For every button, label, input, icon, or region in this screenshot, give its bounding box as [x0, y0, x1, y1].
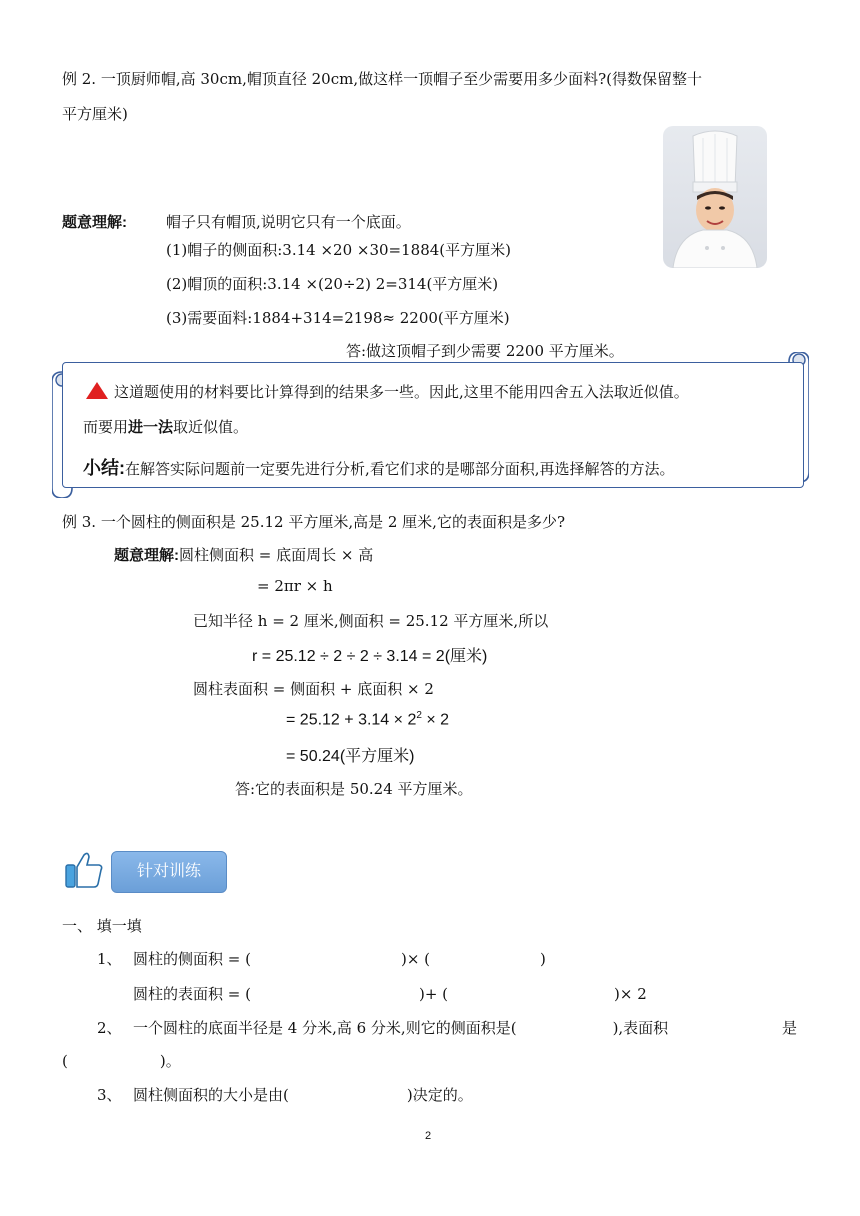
note-line1 — [86, 381, 689, 402]
q3-post: )决定的。 — [406, 1086, 473, 1104]
q2-number: 2、 — [97, 1019, 122, 1037]
q2-mid: ),表面积 — [612, 1019, 669, 1037]
example3-calc-sup: 2 — [416, 710, 422, 721]
q1-line-a — [133, 948, 546, 969]
q1b-mid: )+ ( — [418, 985, 449, 1003]
q1-number: 1、 — [97, 950, 122, 968]
note-keyword: 进一法 — [128, 418, 174, 436]
example3-surface-formula: 圆柱表面积 = 侧面积 + 底面积 × 2 — [193, 680, 434, 698]
q1-line-b — [133, 983, 647, 1004]
summary-label: 小结: — [83, 458, 125, 478]
example3-radius: r = 25.12 ÷ 2 ÷ 2 ÷ 3.14 = 2(厘米) — [252, 648, 488, 665]
example3-given: 已知半径 h = 2 厘米,侧面积 = 25.12 平方厘米,所以 — [193, 612, 549, 630]
note-text1: 这道题使用的材料要比计算得到的结果多一些。因此,这里不能用四舍五入法取近似值。 — [114, 383, 689, 401]
q2-line2 — [62, 1050, 181, 1071]
example2-step2: (2)帽顶的面积:3.14 ×(20÷2) 2=314(平方厘米) — [166, 275, 499, 293]
summary-text: 在解答实际问题前一定要先进行分析,看它们求的是哪部分面积,再选择解答的方法。 — [125, 460, 675, 478]
example2-line1: 例 2. 一顶厨师帽,高 30cm,帽顶直径 20cm,做这样一顶帽子至少需要用多少面料?(得数保留整十 — [62, 70, 703, 88]
example2-step1: (1)帽子的侧面积:3.14 ×20 ×30=1884(平方厘米) — [166, 241, 511, 259]
example3-line1: 例 3. 一个圆柱的侧面积是 25.12 平方厘米,高是 2 厘米,它的表面积是多少? — [62, 513, 565, 531]
thumbs-up-icon — [64, 849, 104, 893]
q3-pre: 圆柱侧面积的大小是由( — [133, 1086, 289, 1104]
example3-formula2: = 2πr × h — [257, 577, 333, 595]
example3-calc — [286, 710, 449, 729]
example2-answer: 答:做这顶帽子到少需要 2200 平方厘米。 — [346, 342, 624, 360]
example2-statement: 帽子只有帽顶,说明它只有一个底面。 — [166, 213, 411, 231]
q2-open: ( — [62, 1052, 68, 1070]
note-text2-post: 取近似值。 — [173, 418, 249, 436]
q1a-end: ) — [540, 950, 546, 968]
q3-number: 3、 — [97, 1086, 122, 1104]
q2-line1 — [133, 1017, 668, 1038]
training-button[interactable]: 针对训练 — [111, 851, 227, 893]
q1b-end: )× 2 — [614, 985, 647, 1003]
example2-step3: (3)需要面料:1884+314=2198≈ 2200(平方厘米) — [166, 309, 510, 327]
example3-label: 题意理解: — [114, 547, 179, 564]
example3-answer: 答:它的表面积是 50.24 平方厘米。 — [235, 780, 473, 798]
section-fill-blank: 一、 填一填 — [62, 917, 142, 935]
example3-calc-pre: = 25.12 + 3.14 × 2 — [286, 711, 417, 729]
note-text2-pre: 而要用 — [83, 418, 129, 436]
note-summary — [83, 454, 675, 480]
note-line2 — [83, 416, 248, 437]
q2-text: 一个圆柱的底面半径是 4 分米,高 6 分米,则它的侧面积是( — [133, 1019, 517, 1037]
example3-calc-post: × 2 — [421, 711, 450, 729]
q2-is: 是 — [782, 1019, 798, 1037]
example2-label: 题意理解: — [62, 214, 127, 231]
q1a-pre: 圆柱的侧面积 = ( — [133, 950, 251, 968]
q1b-pre: 圆柱的表面积 = ( — [133, 985, 251, 1003]
example3-formula1: 圆柱侧面积 = 底面周长 × 高 — [179, 546, 374, 564]
example2-line2: 平方厘米) — [62, 105, 128, 123]
q1a-mid: )× ( — [400, 950, 431, 968]
page-number: 2 — [425, 1130, 432, 1142]
q3-line — [133, 1084, 473, 1105]
example3-reasoning-line1 — [114, 544, 373, 565]
example3-result: = 50.24(平方厘米) — [286, 748, 415, 765]
chef-photo — [663, 126, 767, 268]
warning-triangle-icon — [86, 382, 108, 399]
q2-close: )。 — [159, 1052, 181, 1070]
